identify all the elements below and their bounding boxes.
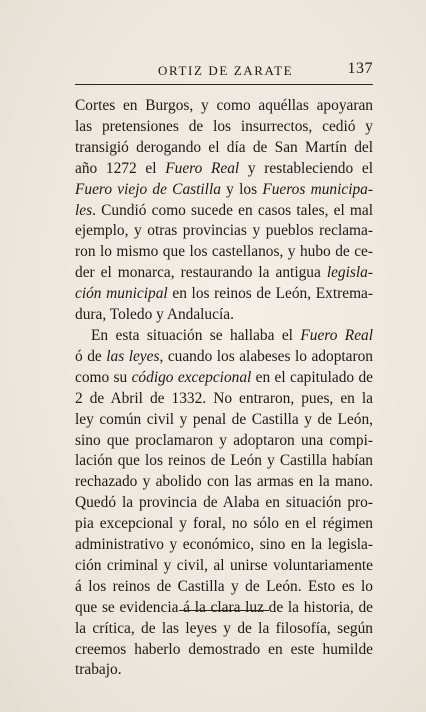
- text-line: [75, 326, 373, 347]
- text-line: [75, 472, 373, 493]
- text-line: [75, 451, 373, 472]
- text-segment: administrativo y económico, sino en la legisla-: [75, 536, 373, 554]
- text-line: [75, 640, 373, 661]
- text-segment: las pretensiones de los insurrectos, cedió y: [75, 117, 373, 135]
- italic-text: código excepcional: [131, 368, 252, 386]
- body-text: [75, 96, 373, 681]
- text-line: [75, 535, 373, 556]
- italic-text: Fueros municipa-: [262, 180, 373, 198]
- text-segment: sino que proclamaron y adoptaron una compi-: [75, 431, 373, 449]
- text-segment: ó de: [75, 347, 107, 365]
- text-line: [75, 619, 373, 640]
- text-segment: que se evidencia á la clara luz de la historia, de: [75, 598, 373, 616]
- text-line: [75, 347, 373, 368]
- text-line: [75, 284, 373, 305]
- running-title: ORTIZ DE ZARATE: [158, 63, 294, 78]
- text-segment: año 1272 el: [75, 159, 166, 177]
- italic-text: Fuero viejo de Castilla: [75, 180, 221, 198]
- text-line: [75, 159, 373, 180]
- page-header: [75, 60, 373, 85]
- text-segment: ron lo mismo que los castellanos, y hubo de ce-: [75, 243, 373, 261]
- text-segment: transigió derogando el día de San Martín del: [75, 138, 373, 156]
- italic-text: las leyes: [106, 347, 160, 365]
- text-line: [75, 493, 373, 514]
- text-segment: pia excepcional y foral, no sólo en el régimen: [75, 515, 373, 533]
- text-segment: , cuando los alabeses lo adoptaron: [159, 347, 374, 365]
- text-segment: la crítica, de las leyes y de la filosofía, según: [75, 619, 373, 637]
- text-line: [75, 201, 373, 222]
- text-segment: lación que los reinos de León y Castilla habían: [75, 452, 373, 470]
- text-line: [75, 138, 373, 159]
- text-segment: En esta situación se hallaba el: [91, 326, 301, 344]
- text-segment: der el monarca, restaurando la antigua: [75, 264, 327, 282]
- text-line: [75, 598, 373, 619]
- text-line: [75, 389, 373, 410]
- text-segment: Quedó la provincia de Alaba en situación pro-: [75, 494, 373, 512]
- text-line: [75, 305, 373, 326]
- italic-text: legisla-: [326, 264, 373, 282]
- italic-text: Fuero Real: [165, 159, 240, 177]
- text-line: [75, 242, 373, 263]
- text-segment: . Cundió como sucede en casos tales, el mal: [92, 201, 373, 219]
- text-line: [75, 117, 373, 138]
- text-line: [75, 96, 373, 117]
- text-line: [75, 368, 373, 389]
- text-segment: ción criminal y civil, al unirse voluntariamente: [75, 556, 373, 574]
- text-segment: como su: [75, 368, 132, 386]
- text-line: [75, 431, 373, 452]
- page-number: 137: [347, 60, 373, 77]
- italic-text: ción municipal: [75, 285, 168, 303]
- text-segment: y los: [220, 180, 263, 198]
- italic-text: Fuero Real: [300, 326, 374, 344]
- text-segment: en el capitulado de: [251, 368, 373, 386]
- text-segment: en los reinos de León, Extrema-: [167, 285, 373, 303]
- text-segment: Cortes en Burgos, y como aquéllas apoyaran: [75, 97, 373, 114]
- text-segment: 2 de Abril de 1332. No entraron, pues, en la: [75, 389, 373, 407]
- text-line: [75, 410, 373, 431]
- text-segment: ejemplo, y otras provincias y pueblos reclama-: [75, 222, 373, 240]
- text-segment: á los reinos de Castilla y de León. Esto es lo: [75, 577, 373, 595]
- text-line: [75, 514, 373, 535]
- text-line: [75, 660, 373, 681]
- text-segment: y restableciendo el: [239, 159, 373, 177]
- italic-text: les: [75, 201, 93, 219]
- end-rule: [179, 610, 269, 611]
- text-line: [75, 263, 373, 284]
- text-segment: trabajo.: [75, 661, 122, 679]
- text-segment: rechazado y abolido con las armas en la mano.: [75, 473, 373, 491]
- text-segment: dura, Toledo y Andalucía.: [75, 306, 234, 324]
- text-line: [75, 180, 373, 201]
- text-line: [75, 221, 373, 242]
- text-line: [75, 577, 373, 598]
- text-line: [75, 556, 373, 577]
- text-segment: creemos haberlo demostrado en este humilde: [75, 640, 373, 658]
- text-segment: ley común civil y penal de Castilla y de León,: [75, 410, 373, 428]
